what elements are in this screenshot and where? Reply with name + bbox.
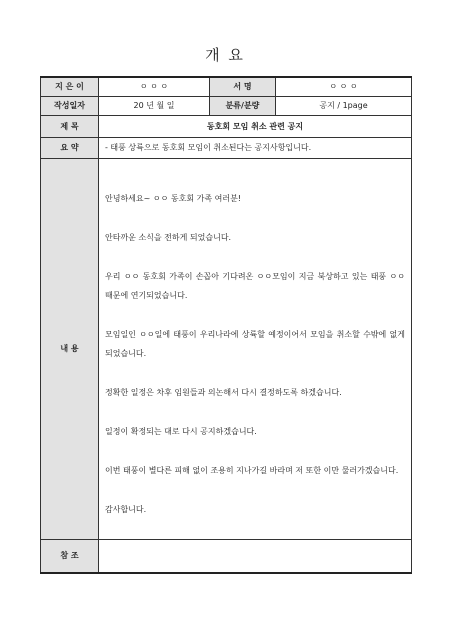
subject-label: 제 목 bbox=[41, 115, 99, 137]
content-paragraph: 정확한 일정은 차후 임원들과 의논해서 다시 결정하도록 하겠습니다. bbox=[105, 387, 342, 397]
signature-label: 서 명 bbox=[210, 77, 276, 96]
subject-row bbox=[41, 115, 412, 137]
signature-value: ㅇ ㅇ ㅇ bbox=[276, 77, 412, 96]
document-title: 개 요 bbox=[205, 46, 245, 64]
author-row bbox=[41, 77, 412, 96]
content-paragraph: 감사합니다. bbox=[105, 504, 147, 514]
summary-label: 요 약 bbox=[41, 137, 99, 158]
content-paragraph: 이번 태풍이 별다른 피해 없이 조용히 지나가길 바라며 저 또한 이만 물러가겠습니다. bbox=[105, 465, 399, 475]
category-label: 분류/분량 bbox=[210, 96, 276, 115]
date-value: 20 년 월 일 bbox=[99, 96, 210, 115]
reference-row bbox=[41, 539, 412, 573]
content-paragraph: 일정이 확정되는 대로 다시 공지하겠습니다. bbox=[105, 426, 257, 436]
content-paragraph: 우리 ㅇㅇ 동호회 가족이 손꼽아 기다려온 ㅇㅇ모임이 지금 북상하고 있는 태풍 ㅇㅇ 때문에 연기되었습니다. bbox=[105, 271, 405, 300]
reference-value bbox=[99, 539, 412, 573]
reference-label: 참 조 bbox=[41, 539, 99, 573]
category-value: 공지 / 1page bbox=[276, 96, 412, 115]
summary-row bbox=[41, 137, 412, 158]
content-row bbox=[41, 158, 412, 539]
content-paragraph: 모임일인 ㅇㅇ일에 태풍이 우리나라에 상륙할 예정이어서 모임을 취소할 수밖에 없게 되었습니다. bbox=[105, 329, 405, 358]
date-label: 작성일자 bbox=[41, 96, 99, 115]
content-paragraph: 안녕하세요~ ㅇㅇ 동호회 가족 여러분! bbox=[105, 193, 242, 203]
subject-value: 동호회 모임 취소 관련 공지 bbox=[99, 115, 412, 137]
content-label: 내 용 bbox=[41, 158, 99, 539]
document-form-table bbox=[40, 76, 412, 574]
summary-value: - 태풍 상륙으로 동호회 모임이 취소된다는 공지사항입니다. bbox=[99, 137, 412, 158]
content-body bbox=[99, 158, 412, 539]
author-value: ㅇ ㅇ ㅇ bbox=[99, 77, 210, 96]
date-row bbox=[41, 96, 412, 115]
author-label: 지 은 이 bbox=[41, 77, 99, 96]
content-paragraph: 안타까운 소식을 전하게 되었습니다. bbox=[105, 232, 232, 242]
